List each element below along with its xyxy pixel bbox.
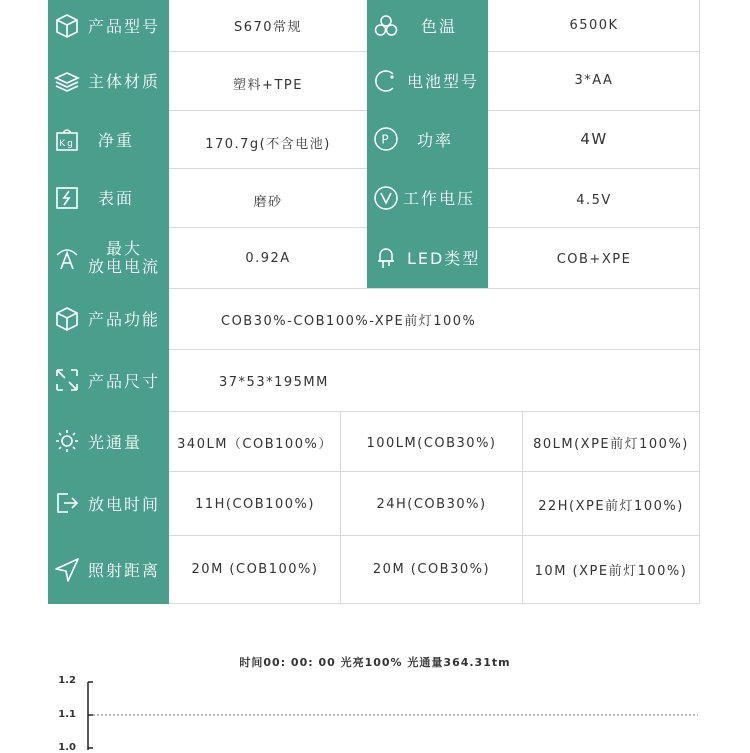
spec-label-surface: 表面 [48,168,169,227]
chart-title: 时间00: 00: 00 光亮100% 光通量364.31tm [239,656,511,669]
row-divider [169,227,367,228]
spec-label-size: 产品尺寸 [48,349,169,411]
spec-label-current-text: 最大 放电电流 [88,238,161,276]
spec-table [48,0,700,604]
y-tick-label: 1.1 [58,709,76,720]
row-divider [488,110,700,111]
exit-icon [54,490,80,516]
column-divider [522,411,523,604]
spec-value-lumen-2: 100LM(COB30%) [366,435,497,451]
spec-label-distance: 照射距离 [48,535,169,604]
spec-value-runtime-3: 22H(XPE前灯100%) [538,498,684,514]
spec-value-distance-3: 10M (XPE前灯100%) [534,564,688,579]
led-icon [373,245,399,271]
spec-value-surface: 磨砂 [253,195,283,210]
row-divider [488,51,700,52]
row-divider [488,168,700,169]
spec-value-material: 塑料+TPE [233,78,303,93]
spec-label-power: P 功率 [367,110,488,168]
v-circle-icon [373,185,399,211]
sun-icon [54,428,80,454]
row-divider [169,168,367,169]
spec-label-lumen: 光通量 [48,411,169,471]
cube-icon [54,13,80,39]
spec-label-function: 产品功能 [48,288,169,349]
spec-value-size: 37*53*195MM [219,374,329,390]
chart-area [0,670,750,750]
spec-value-weight: 170.7g(不含电池) [205,136,331,152]
row-divider [169,535,700,536]
spec-value-battery: 3*AA [574,73,614,88]
p-circle-icon [373,126,399,152]
row-divider [169,288,700,289]
circles-icon [373,13,399,39]
spec-label-voltage: 工作电压 [367,168,488,227]
row-divider [169,411,700,412]
y-tick-label: 1.2 [58,675,76,686]
row-divider [169,110,367,111]
spec-value-lumen-3: 80LM(XPE前灯100%) [533,436,689,452]
spec-value-current: 0.92A [245,251,291,266]
spec-value-model: S670常规 [233,20,303,35]
row-divider [169,51,367,52]
spec-label-model: 产品型号 [48,0,169,51]
spec-value-voltage: 4.5V [576,193,612,208]
row-divider [488,227,700,228]
spec-label-color-temp: 色温 [367,0,488,51]
navigate-icon [54,557,80,583]
spec-value-color-temp: 6500K [569,18,619,33]
spec-label-material: 主体材质 [48,51,169,110]
ampere-icon [54,245,80,271]
spec-label-battery: 电池型号 [367,51,488,110]
spec-value-lumen-1: 340LM（COB100%） [177,436,333,452]
spec-label-current [48,227,169,288]
spec-value-runtime-2: 24H(COB30%) [376,496,487,512]
svg-text:P: P [381,132,391,147]
spec-label-weight: Kg 净重 [48,110,169,168]
row-divider [169,349,700,350]
row-divider [169,471,700,472]
svg-text:Kg: Kg [59,139,75,149]
box-icon [54,306,80,332]
spec-label-runtime: 放电时间 [48,471,169,535]
battery-c-icon [373,68,399,94]
spec-value-distance-2: 20M (COB30%) [372,562,491,577]
y-tick-label: 1.0 [58,742,76,753]
surface-icon [54,185,80,211]
kg-bag-icon [54,126,80,152]
spec-value-runtime-1: 11H(COB100%) [195,496,315,512]
column-divider [340,411,341,604]
expand-icon [54,367,80,393]
spec-value-function: COB30%-COB100%-XPE前灯100% [221,314,477,329]
spec-value-power: 4W [580,130,608,148]
layers-icon [54,68,80,94]
spec-value-led: COB+XPE [556,252,632,267]
spec-label-led: LED类型 [367,227,488,288]
spec-value-distance-1: 20M (COB100%) [191,562,319,577]
